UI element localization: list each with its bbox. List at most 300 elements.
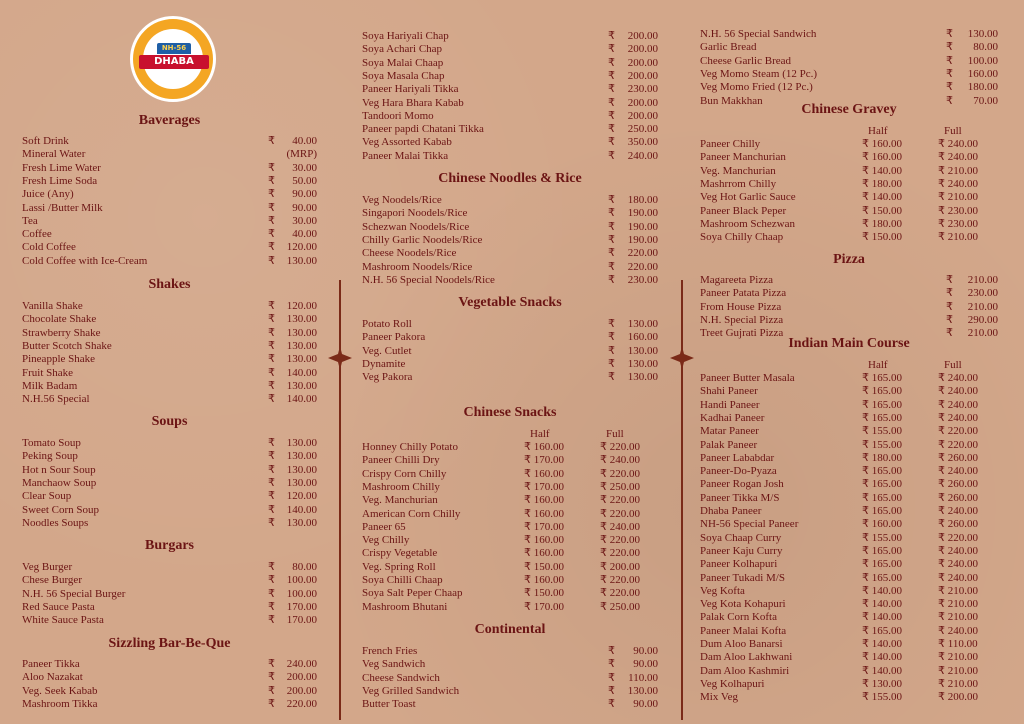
section-title: Burgars — [145, 538, 194, 553]
menu-item-price: 200.00 — [286, 671, 317, 684]
rupee-symbol: ₹ — [608, 83, 615, 96]
half-price: ₹ 165.00 — [862, 558, 902, 571]
menu-item — [362, 441, 658, 454]
menu-item — [700, 425, 998, 438]
section-title: Baverages — [138, 113, 201, 128]
rupee-symbol: ₹ — [608, 56, 615, 69]
menu-item — [362, 207, 658, 220]
menu-item — [362, 561, 658, 574]
half-price: ₹ 160.00 — [524, 574, 564, 586]
rupee-symbol: ₹ — [608, 207, 615, 220]
half-price: ₹ 165.00 — [862, 478, 902, 491]
menu-item-price: 130.00 — [286, 313, 317, 326]
rupee-symbol: ₹ — [946, 67, 953, 80]
menu-item — [22, 255, 317, 268]
menu-item-price: 140.00 — [286, 393, 317, 406]
menu-item-price: 220.00 — [627, 260, 658, 273]
menu-item-name: Chese Burger — [22, 574, 82, 587]
rupee-symbol: ₹ — [608, 273, 615, 286]
menu-item — [22, 450, 317, 463]
menu-item — [362, 261, 658, 274]
menu-item-name: Tandoori Momo — [362, 109, 434, 122]
menu-item-price: 170.00 — [286, 614, 317, 627]
full-price: ₹ 210.00 — [938, 651, 978, 664]
menu-item-price: 130.00 — [286, 379, 317, 392]
rupee-symbol: ₹ — [608, 109, 615, 122]
full-price: ₹ 240.00 — [938, 177, 978, 190]
half-price: ₹ 130.00 — [862, 677, 902, 690]
menu-item-price: 210.00 — [967, 327, 998, 340]
menu-item-price: 130.00 — [627, 371, 658, 384]
rupee-symbol: ₹ — [268, 516, 275, 529]
rupee-symbol: ₹ — [946, 54, 953, 67]
menu-item — [362, 331, 658, 344]
menu-item-name: Veg Grilled Sandwich — [362, 684, 460, 697]
half-price: ₹ 140.00 — [862, 584, 902, 597]
dhaba-logo — [130, 16, 216, 102]
half-price: ₹ 180.00 — [862, 217, 902, 230]
half-price: ₹ 140.00 — [862, 598, 902, 611]
menu-item — [22, 601, 317, 614]
half-price: ₹ 140.00 — [862, 191, 902, 204]
ornament-knot-icon — [328, 346, 352, 370]
menu-item — [362, 43, 658, 56]
rupee-symbol: ₹ — [946, 287, 953, 300]
half-column-label: Half — [868, 125, 888, 137]
full-price: ₹ 220.00 — [600, 547, 640, 560]
rupee-symbol: ₹ — [268, 313, 275, 326]
menu-item — [22, 393, 317, 406]
menu-item — [700, 678, 998, 691]
section-title: Pizza — [833, 252, 865, 267]
full-price: ₹ 240.00 — [938, 385, 978, 398]
full-price: ₹ 200.00 — [600, 560, 640, 573]
full-price: ₹ 220.00 — [600, 574, 640, 586]
menu-item-name: Dynamite — [362, 357, 406, 370]
full-price: ₹ 220.00 — [600, 441, 640, 453]
rupee-symbol: ₹ — [268, 393, 275, 406]
menu-item-name: Veg. Manchurian — [362, 494, 438, 507]
rupee-symbol: ₹ — [268, 339, 275, 352]
rupee-symbol: ₹ — [608, 344, 615, 357]
menu-item-name: Veg Hot Garlic Sauce — [700, 191, 796, 204]
menu-item-price: 40.00 — [292, 228, 317, 241]
menu-item-name: Veg Momo Steam (12 Pc.) — [700, 67, 818, 80]
full-price: ₹ 210.00 — [938, 598, 978, 611]
menu-item-name: Tea — [22, 214, 38, 227]
menu-item-name: Treet Gujrati Pizza — [700, 327, 784, 340]
menu-item-name: Tomato Soup — [22, 437, 81, 449]
menu-item-name: Noodles Soups — [22, 516, 89, 529]
menu-item — [700, 287, 998, 300]
half-price: ₹ 165.00 — [862, 624, 902, 637]
full-price: ₹ 260.00 — [938, 518, 978, 531]
rupee-symbol: ₹ — [946, 81, 953, 94]
full-price: ₹ 240.00 — [600, 520, 640, 533]
menu-item-name: Juice (Any) — [22, 188, 74, 201]
menu-item-price: 50.00 — [292, 174, 317, 187]
menu-item-name: Veg Chilly — [362, 534, 410, 547]
menu-item-price: 100.00 — [967, 54, 998, 67]
menu-item — [700, 532, 998, 545]
full-price: ₹ 210.00 — [938, 191, 978, 204]
menu-item-price: 160.00 — [967, 67, 998, 80]
section-title: Continental — [474, 622, 546, 637]
half-price: ₹ 155.00 — [862, 531, 902, 544]
rupee-symbol: ₹ — [608, 220, 615, 233]
menu-item-price: 130.00 — [286, 254, 317, 267]
menu-item — [22, 313, 317, 326]
menu-item-name: Manchaow Soup — [22, 476, 97, 489]
menu-item — [22, 162, 317, 175]
menu-item-price: 90.00 — [292, 201, 317, 214]
menu-item-price: 120.00 — [286, 490, 317, 503]
menu-item-name: Fresh Lime Soda — [22, 174, 98, 187]
menu-item — [362, 672, 658, 685]
menu-item — [362, 30, 658, 43]
menu-item-price: 220.00 — [627, 247, 658, 260]
menu-item-name: Paneer papdi Chatani Tikka — [362, 123, 484, 136]
menu-item-name: N.H. 56 Special Noodels/Rice — [362, 273, 495, 286]
menu-item — [22, 477, 317, 490]
menu-item — [362, 534, 658, 547]
menu-item — [22, 685, 317, 698]
rupee-symbol: ₹ — [268, 697, 275, 710]
section-title: Shakes — [148, 277, 191, 292]
menu-item-price: 200.00 — [627, 56, 658, 69]
rupee-symbol: ₹ — [608, 30, 615, 42]
half-price: ₹ 165.00 — [862, 465, 902, 478]
half-price: ₹ 180.00 — [862, 451, 902, 464]
half-price: ₹ 150.00 — [862, 231, 902, 244]
menu-item — [362, 685, 658, 698]
menu-item-name: Lassi /Butter Milk — [22, 201, 103, 214]
full-price: ₹ 220.00 — [600, 587, 640, 600]
rupee-symbol: ₹ — [608, 96, 615, 109]
menu-item — [700, 558, 998, 571]
menu-item — [362, 57, 658, 70]
menu-item-name: N.H. 56 Special Burger — [22, 587, 126, 600]
menu-item — [700, 452, 998, 465]
rupee-symbol: ₹ — [268, 326, 275, 339]
menu-item-price: 130.00 — [627, 684, 658, 697]
menu-item-name: Fresh Lime Water — [22, 161, 101, 174]
menu-item-price: 130.00 — [286, 463, 317, 476]
menu-item-price: 180.00 — [627, 194, 658, 206]
menu-item-name: Singapori Noodels/Rice — [362, 207, 468, 220]
menu-item-price: 90.00 — [633, 698, 658, 711]
rupee-symbol: ₹ — [268, 437, 275, 449]
menu-item — [22, 658, 317, 671]
menu-item — [22, 175, 317, 188]
menu-item-name: Cold Coffee with Ice-Cream — [22, 254, 148, 267]
rupee-symbol: ₹ — [268, 174, 275, 187]
full-price: ₹ 260.00 — [938, 491, 978, 504]
menu-item-name: Veg Pakora — [362, 371, 413, 384]
menu-item-price: 290.00 — [967, 313, 998, 326]
menu-item-name: Paneer-Do-Pyaza — [700, 465, 777, 478]
half-price: ₹ 165.00 — [862, 491, 902, 504]
full-price: ₹ 210.00 — [938, 664, 978, 677]
menu-item — [22, 367, 317, 380]
menu-item-price: 80.00 — [292, 561, 317, 573]
menu-item — [22, 353, 317, 366]
menu-item-name: Mashroom Tikka — [22, 697, 98, 710]
rupee-symbol: ₹ — [268, 379, 275, 392]
menu-item-price: 100.00 — [286, 587, 317, 600]
menu-item — [362, 247, 658, 260]
half-price: ₹ 165.00 — [862, 505, 902, 517]
menu-item-name: Soya Chilli Chaap — [362, 574, 443, 586]
ornament-knot-icon — [670, 346, 694, 370]
menu-item — [700, 274, 998, 287]
half-price: ₹ 160.00 — [524, 507, 564, 520]
menu-item — [362, 345, 658, 358]
rupee-symbol: ₹ — [268, 201, 275, 214]
rupee-symbol: ₹ — [608, 260, 615, 273]
menu-item — [362, 83, 658, 96]
menu-item-name: N.H. Special Pizza — [700, 313, 784, 326]
menu-item-name: Shahi Paneer — [700, 385, 758, 398]
section-title: Vegetable Snacks — [458, 295, 562, 310]
menu-item — [700, 218, 998, 231]
menu-item — [362, 194, 658, 207]
half-price: ₹ 140.00 — [862, 638, 902, 650]
menu-item — [362, 274, 658, 287]
full-price: ₹ 210.00 — [938, 584, 978, 597]
menu-item-price: 200.00 — [286, 684, 317, 697]
half-price: ₹ 155.00 — [862, 691, 902, 704]
rupee-symbol: ₹ — [268, 614, 275, 627]
half-price: ₹ 140.00 — [862, 664, 902, 677]
rupee-symbol: ₹ — [946, 300, 953, 313]
menu-item-price: 130.00 — [627, 344, 658, 357]
ornament-divider-right — [676, 280, 688, 720]
full-column-label: Full — [944, 359, 962, 371]
half-price: ₹ 140.00 — [862, 611, 902, 624]
rupee-symbol: ₹ — [268, 450, 275, 463]
menu-item-name: Bun Makkhan — [700, 94, 763, 107]
rupee-symbol: ₹ — [608, 69, 615, 82]
full-price: ₹ 260.00 — [938, 478, 978, 491]
menu-item — [362, 70, 658, 83]
menu-item — [700, 178, 998, 191]
menu-item-name: Cheese Sandwich — [362, 671, 440, 684]
section-title: Chinese Noodles & Rice — [438, 171, 582, 186]
menu-item — [22, 698, 317, 711]
menu-item — [700, 691, 998, 704]
full-price: ₹ 210.00 — [938, 164, 978, 177]
menu-item-price: 160.00 — [627, 331, 658, 344]
menu-item-name: Veg Hara Bhara Kabab — [362, 96, 464, 109]
menu-item-price: 90.00 — [633, 658, 658, 671]
menu-item — [700, 638, 998, 651]
menu-item-name: Garlic Bread — [700, 41, 757, 54]
half-column-label: Half — [868, 359, 888, 371]
menu-item — [22, 135, 317, 148]
half-price: ₹ 140.00 — [862, 164, 902, 177]
rupee-symbol: ₹ — [608, 371, 615, 384]
rupee-symbol: ₹ — [608, 645, 615, 657]
menu-item-name: Peking Soup — [22, 450, 78, 463]
menu-item — [700, 41, 998, 54]
menu-item — [362, 468, 658, 481]
menu-item-name: Veg. Seek Kabab — [22, 684, 98, 697]
menu-item — [700, 399, 998, 412]
rupee-symbol: ₹ — [608, 233, 615, 246]
menu-item-price: 210.00 — [967, 300, 998, 313]
rupee-symbol: ₹ — [608, 658, 615, 671]
half-price: ₹ 170.00 — [524, 480, 564, 493]
menu-item — [362, 587, 658, 600]
menu-item-name: Hot n Sour Soup — [22, 463, 96, 476]
menu-item — [22, 504, 317, 517]
menu-item — [362, 481, 658, 494]
menu-item-name: Cold Coffee — [22, 241, 76, 254]
menu-item-name: French Fries — [362, 645, 418, 657]
rupee-symbol: ₹ — [268, 366, 275, 379]
menu-item-price: 230.00 — [627, 83, 658, 96]
menu-item-name: Paneer 65 — [362, 520, 406, 533]
menu-item-name: Chilly Garlic Noodels/Rice — [362, 233, 483, 246]
rupee-symbol: ₹ — [268, 214, 275, 227]
menu-item — [22, 490, 317, 503]
full-price: ₹ 250.00 — [600, 480, 640, 493]
menu-item-name: Handi Paneer — [700, 398, 760, 411]
full-price: ₹ 210.00 — [938, 677, 978, 690]
menu-item-name: Paneer Malai Kofta — [700, 624, 787, 637]
menu-item-name: Veg Burger — [22, 561, 73, 573]
menu-item-name: Strawberry Shake — [22, 326, 101, 339]
menu-item-price: 70.00 — [973, 94, 998, 107]
full-price: ₹ 240.00 — [938, 624, 978, 637]
menu-item — [362, 521, 658, 534]
menu-item-price: 100.00 — [286, 574, 317, 587]
full-price: ₹ 220.00 — [600, 534, 640, 547]
menu-item — [22, 188, 317, 201]
full-price: ₹ 240.00 — [938, 571, 978, 584]
rupee-symbol: ₹ — [946, 274, 953, 286]
menu-item — [362, 645, 658, 658]
menu-item-name: Paneer Malai Tikka — [362, 149, 449, 162]
menu-item-name: White Sauce Pasta — [22, 614, 104, 627]
menu-item — [362, 136, 658, 149]
full-price: ₹ 240.00 — [938, 411, 978, 424]
menu-item-name: Paneer Chilly — [700, 138, 761, 150]
half-price: ₹ 160.00 — [862, 518, 902, 531]
rupee-symbol: ₹ — [268, 490, 275, 503]
menu-item-name: Soya Masala Chap — [362, 69, 445, 82]
menu-item — [700, 439, 998, 452]
menu-item-name: Schezwan Noodels/Rice — [362, 220, 470, 233]
menu-item-name: Milk Badam — [22, 379, 78, 392]
menu-item — [700, 372, 998, 385]
menu-item-price: 90.00 — [292, 188, 317, 201]
ornament-divider-left — [334, 280, 346, 720]
menu-item — [362, 454, 658, 467]
rupee-symbol: ₹ — [268, 600, 275, 613]
menu-item-name: Vanilla Shake — [22, 300, 83, 312]
menu-item — [22, 215, 317, 228]
menu-item — [22, 228, 317, 241]
menu-item-name: Veg Noodels/Rice — [362, 194, 442, 206]
rupee-symbol: ₹ — [268, 574, 275, 587]
rupee-symbol: ₹ — [268, 161, 275, 174]
menu-item-price: 250.00 — [627, 123, 658, 136]
menu-item — [700, 151, 998, 164]
menu-item-name: Veg Kolhapuri — [700, 677, 765, 690]
menu-item-price: 170.00 — [286, 600, 317, 613]
menu-item-name: Dhaba Paneer — [700, 505, 762, 517]
menu-item — [362, 110, 658, 123]
menu-item — [362, 601, 658, 614]
menu-item-price: 130.00 — [627, 357, 658, 370]
menu-item — [700, 492, 998, 505]
full-price: ₹ 200.00 — [938, 691, 978, 704]
full-price: ₹ 240.00 — [600, 454, 640, 467]
menu-item — [22, 327, 317, 340]
full-price: ₹ 220.00 — [600, 507, 640, 520]
menu-item-price: 240.00 — [627, 149, 658, 162]
menu-item-name: Butter Scotch Shake — [22, 339, 112, 352]
logo-top-text: NH-56 — [157, 43, 191, 54]
rupee-symbol: ₹ — [268, 254, 275, 267]
full-price: ₹ 220.00 — [938, 531, 978, 544]
menu-item — [700, 55, 998, 68]
menu-item — [700, 651, 998, 664]
menu-item-price: 130.00 — [286, 476, 317, 489]
half-price: ₹ 160.00 — [524, 494, 564, 507]
menu-item-name: Soya Chaap Curry — [700, 531, 782, 544]
menu-item-name: Pineapple Shake — [22, 353, 96, 366]
menu-item-name: Aloo Nazakat — [22, 671, 83, 684]
full-price: ₹ 240.00 — [938, 505, 978, 517]
menu-item-name: Crispy Corn Chilly — [362, 467, 447, 480]
menu-item-name: Soya Hariyali Chap — [362, 30, 449, 42]
menu-item — [700, 465, 998, 478]
menu-item — [700, 205, 998, 218]
menu-item-name: N.H.56 Special — [22, 393, 90, 406]
rupee-symbol: ₹ — [608, 194, 615, 206]
menu-item-price: 30.00 — [292, 161, 317, 174]
half-price: ₹ 165.00 — [862, 571, 902, 584]
half-price: ₹ 160.00 — [524, 467, 564, 480]
half-price: ₹ 170.00 — [524, 520, 564, 533]
menu-item — [362, 221, 658, 234]
menu-item — [700, 314, 998, 327]
half-price: ₹ 150.00 — [862, 204, 902, 217]
rupee-symbol: ₹ — [946, 327, 953, 340]
full-price: ₹ 250.00 — [600, 600, 640, 613]
menu-item — [700, 191, 998, 204]
menu-item-price: 200.00 — [627, 69, 658, 82]
rupee-symbol: ₹ — [268, 300, 275, 312]
menu-item-price: 110.00 — [628, 671, 658, 684]
menu-item-name: Paneer Butter Masala — [700, 372, 795, 384]
menu-item — [700, 585, 998, 598]
menu-item — [700, 301, 998, 314]
menu-item — [362, 574, 658, 587]
menu-item-name: Paneer Patata Pizza — [700, 287, 787, 300]
full-price: ₹ 240.00 — [938, 138, 978, 150]
rupee-symbol: ₹ — [268, 353, 275, 366]
half-price: ₹ 170.00 — [524, 454, 564, 467]
menu-item — [700, 412, 998, 425]
menu-item — [362, 318, 658, 331]
menu-item — [700, 68, 998, 81]
menu-item-price: (MRP) — [286, 148, 317, 161]
menu-item — [22, 380, 317, 393]
